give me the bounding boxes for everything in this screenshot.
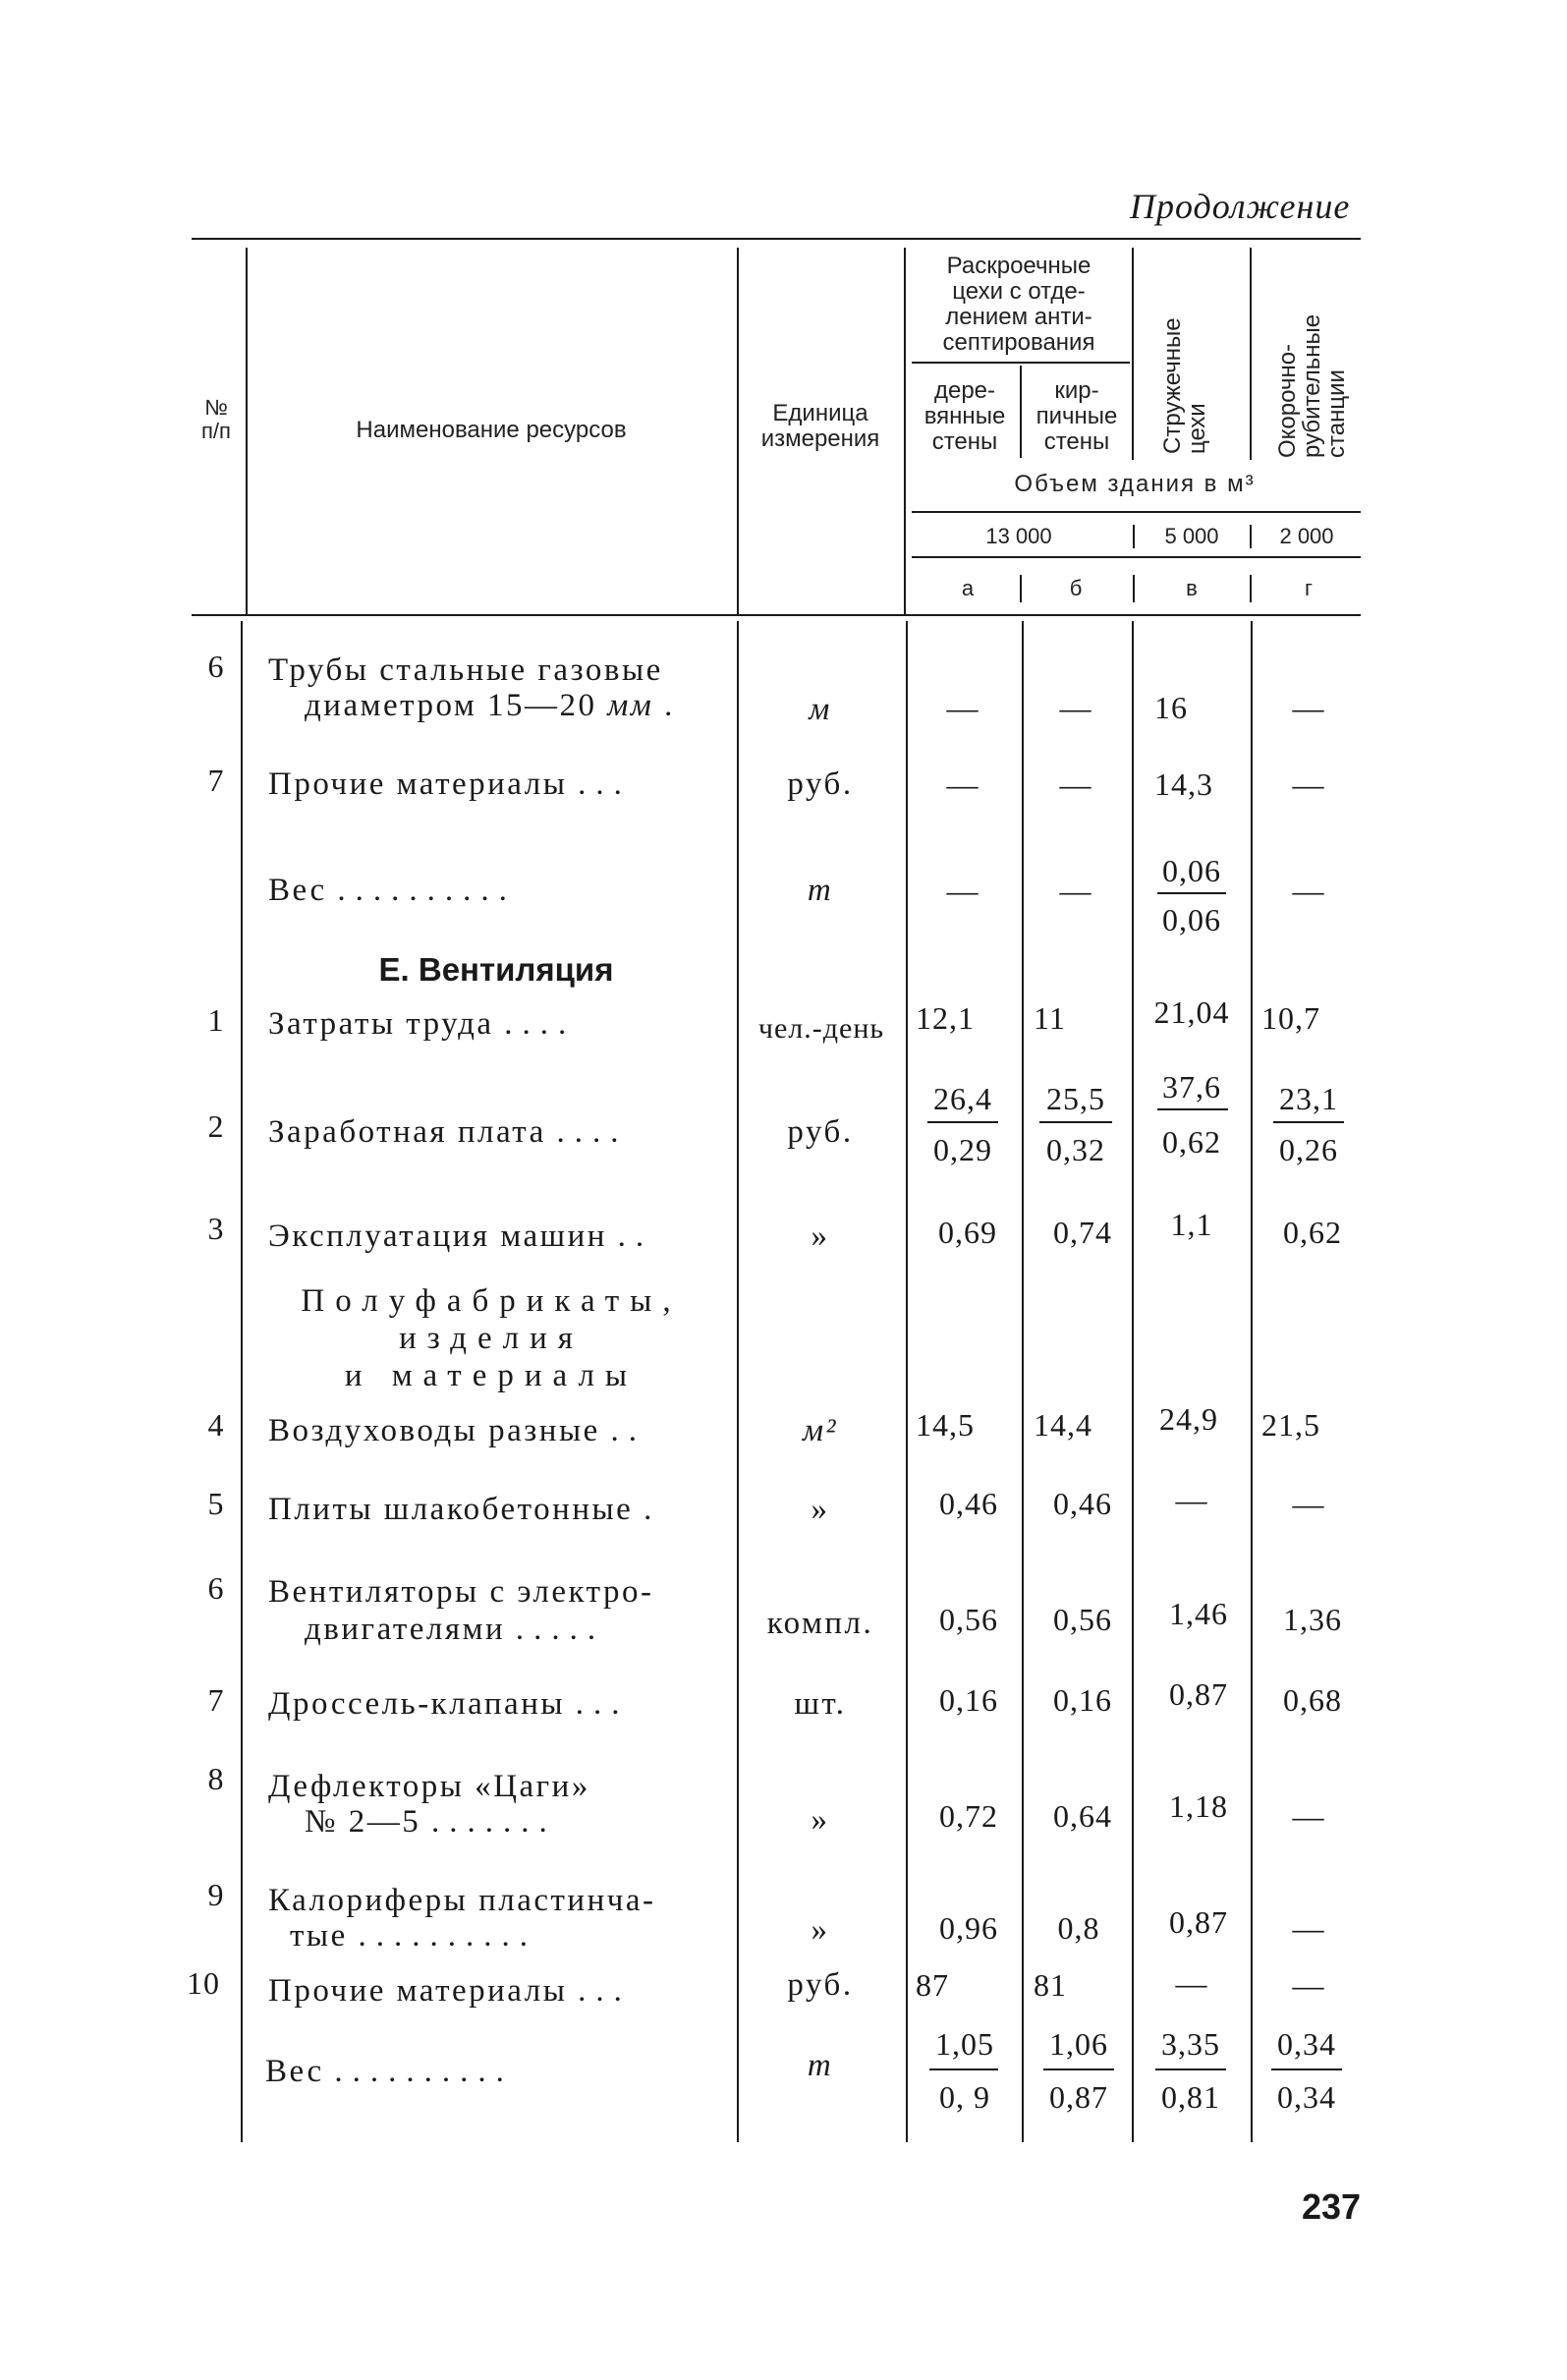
row-name-text: Дроссель-клапаны <box>268 1686 566 1722</box>
row-name-line2: тые .......... <box>290 1918 537 1954</box>
cell-a-top: 26,4 <box>933 1081 992 1116</box>
header-vol-v: 5 000 <box>1164 524 1219 548</box>
row-name-line2: № 2—5 ....... <box>305 1804 557 1840</box>
col-g-line2: рубительные <box>1299 313 1326 458</box>
sub-col-divider <box>1020 366 1022 458</box>
row-name: Дроссель-клапаны ... <box>268 1686 630 1722</box>
cell-a: 0,69 <box>938 1215 997 1250</box>
cell-a: — <box>946 873 979 908</box>
col-v-line2: цехи <box>1184 403 1211 454</box>
row-name: Заработная плата .... <box>268 1114 629 1150</box>
table-top-rule <box>192 238 1361 240</box>
header-letter-a: а <box>961 576 975 600</box>
fraction-line <box>929 2068 998 2070</box>
group-title-line3: лением анти- <box>945 303 1092 330</box>
row-num: 3 <box>207 1211 225 1246</box>
cell-v: 1,1 <box>1170 1207 1213 1242</box>
cell-b: 0,8 <box>1057 1910 1100 1946</box>
fraction-line <box>1157 892 1226 894</box>
row-num: 9 <box>207 1877 225 1912</box>
header-vol-g: 2 000 <box>1279 524 1334 548</box>
cell-a-top: 1,05 <box>935 2026 994 2062</box>
cell-v-top: 37,6 <box>1162 1069 1221 1105</box>
row-name-text: Прочие материалы <box>268 766 568 802</box>
cell-b: 81 <box>1034 1967 1067 2003</box>
cell-g: 21,5 <box>1261 1407 1320 1443</box>
row-name-text: № 2—5 <box>305 1804 421 1840</box>
row-name: Прочие материалы ... <box>268 1973 632 2009</box>
sub-a-line3: стены <box>931 427 998 455</box>
cell-b-bottom: 0,87 <box>1049 2079 1108 2115</box>
cell-g: 0,68 <box>1283 1682 1342 1718</box>
row-name: Затраты труда .... <box>268 1006 577 1042</box>
subsection-line1: Полуфабрикаты, <box>301 1283 682 1319</box>
cell-b: 0,56 <box>1053 1602 1112 1637</box>
cell-a: 12,1 <box>916 1000 975 1036</box>
cell-g: 10,7 <box>1261 1000 1320 1036</box>
cell-a: 14,5 <box>916 1407 975 1443</box>
cell-a-bottom: 0, 9 <box>939 2079 990 2115</box>
cell-g-top: 0,34 <box>1277 2026 1336 2062</box>
header-volume: Объем здания в м³ <box>1014 471 1256 497</box>
fraction-line <box>927 1121 998 1123</box>
cell-g-bottom: 0,26 <box>1279 1132 1338 1167</box>
row-name-text: тые <box>290 1918 348 1954</box>
row-unit: » <box>811 1802 830 1838</box>
row-name-text: Вес <box>265 2054 324 2089</box>
cell-v: 14,3 <box>1154 766 1213 802</box>
group-title-line2: цехи с отде- <box>952 277 1086 305</box>
row-name-text: двигателями <box>305 1612 506 1647</box>
row-num: 7 <box>207 763 225 798</box>
header-sub-b <box>1036 378 1118 455</box>
row-name: Прочие материалы ... <box>268 766 632 802</box>
col-v-line1: Стружечные <box>1159 317 1186 454</box>
cell-b-bottom: 0,32 <box>1046 1132 1105 1167</box>
header-group-title <box>943 254 1095 356</box>
cell-b: — <box>1059 766 1092 802</box>
cell-g-top: 23,1 <box>1279 1081 1338 1116</box>
row-num: 7 <box>207 1682 225 1718</box>
header-letter-v: в <box>1186 576 1198 600</box>
row-unit: руб. <box>787 1967 854 2003</box>
cell-a: 0,16 <box>939 1682 998 1718</box>
cell-g-bottom: 0,34 <box>1277 2079 1336 2115</box>
header-letter-g: г <box>1304 576 1314 600</box>
row-unit: чел.-день <box>757 1012 885 1045</box>
cell-a: 87 <box>916 1967 949 2003</box>
cell-g: — <box>1292 1486 1325 1521</box>
cell-a-bottom: 0,29 <box>933 1132 992 1167</box>
cell-b: 0,74 <box>1053 1215 1112 1250</box>
row-unit: м <box>809 692 832 727</box>
header-unit-line2: измерения <box>760 425 880 452</box>
row-num: 5 <box>207 1486 225 1521</box>
cell-v-top: 0,06 <box>1162 853 1221 888</box>
row-name: Плиты шлакобетонные . <box>268 1492 662 1527</box>
cell-b-top: 25,5 <box>1046 1081 1105 1116</box>
cell-v: — <box>1175 1482 1208 1517</box>
body-v-divider <box>1251 621 1253 2142</box>
sub-b-line3: стены <box>1043 427 1110 455</box>
row-unit: т <box>807 2048 834 2083</box>
group-divider <box>1132 248 1134 460</box>
row-name: Вес .......... <box>268 873 517 908</box>
cell-v: — <box>1175 1965 1208 2001</box>
header-unit-line1: Единица <box>772 400 868 426</box>
header-sub-a <box>924 378 1006 455</box>
cell-v: 16 <box>1154 690 1188 725</box>
header-vol-ab: 13 000 <box>985 524 1052 548</box>
row-unit: » <box>811 1218 830 1254</box>
row-name-unit: мм <box>607 688 654 723</box>
header-name: Наименование ресурсов <box>356 417 627 443</box>
fraction-line <box>1157 1108 1228 1110</box>
name-col-divider <box>737 248 739 614</box>
group-title-line1: Раскроечные <box>946 253 1091 279</box>
continuation-label: Продолжение <box>1130 187 1351 226</box>
row-name-line2: двигателями ..... <box>305 1612 606 1647</box>
body-num-divider <box>241 621 243 2142</box>
cell-g: 0,62 <box>1283 1215 1342 1250</box>
header-col-g <box>1275 254 1358 458</box>
cell-a: — <box>946 766 979 802</box>
cell-g: 1,36 <box>1283 1602 1342 1637</box>
cell-b-top: 1,06 <box>1049 2026 1108 2062</box>
section-title: Е. Вентиляция <box>378 951 614 988</box>
row-name-line1: Калориферы пластинча- <box>268 1883 656 1918</box>
col-g-line3: станции <box>1323 369 1351 458</box>
row-name-text: Воздуховоды разные <box>268 1413 600 1448</box>
subsection-line3: и материалы <box>344 1357 639 1393</box>
sub-b-line1: кир- <box>1054 377 1099 404</box>
header-col-v <box>1160 277 1223 454</box>
cell-g: — <box>1292 1798 1325 1834</box>
cell-v: 24,9 <box>1159 1401 1218 1437</box>
body-a-divider <box>1022 621 1024 2142</box>
cell-b: — <box>1059 690 1092 725</box>
row-name-text: диаметром 15—20 <box>305 688 597 723</box>
row-name-text: Затраты труда <box>268 1006 494 1042</box>
cell-v: 21,04 <box>1153 994 1230 1030</box>
volume-bottom-rule <box>912 556 1361 558</box>
row-name-text: Прочие материалы <box>268 1973 568 2009</box>
row-name-line2: диаметром 15—20 мм . <box>305 688 673 723</box>
group-title-line4: септирования <box>942 328 1095 356</box>
row-name-line1: Дефлекторы «Цаги» <box>268 1769 590 1804</box>
vol-divider-2 <box>1250 525 1252 548</box>
row-name: Вес .......... <box>265 2054 514 2089</box>
fraction-line <box>1039 1121 1112 1123</box>
header-num <box>201 396 231 443</box>
header-bottom-rule <box>192 614 1361 616</box>
row-unit: » <box>811 1912 830 1948</box>
volume-top-rule <box>912 511 1361 513</box>
row-name-line1: Вентиляторы с электро- <box>268 1574 654 1610</box>
fraction-line <box>1155 2068 1226 2070</box>
row-name-text: Вес <box>268 873 327 908</box>
row-num: 1 <box>207 1002 225 1038</box>
row-name-text: Плиты шлакобетонные <box>268 1492 634 1527</box>
num-col-divider <box>246 248 248 614</box>
vol-divider-1 <box>1133 525 1135 548</box>
body-unit-divider <box>906 621 908 2142</box>
header-letter-b: б <box>1069 576 1083 600</box>
cell-a: 0,72 <box>939 1798 998 1834</box>
row-unit: » <box>811 1492 830 1527</box>
row-num: 6 <box>207 649 225 684</box>
row-name-line1: Трубы стальные газовые <box>268 652 663 688</box>
cell-b: 11 <box>1034 1000 1066 1036</box>
row-unit: м² <box>803 1413 838 1448</box>
unit-col-divider <box>904 248 906 614</box>
fraction-line <box>1271 2068 1342 2070</box>
row-num: 8 <box>207 1761 225 1796</box>
col-g-line1: Окорочно- <box>1274 343 1301 458</box>
cell-a: 0,56 <box>939 1602 998 1637</box>
letter-divider-1 <box>1020 575 1022 602</box>
header-num-line1: № <box>204 395 228 420</box>
cell-b: 14,4 <box>1034 1407 1092 1443</box>
cell-b: 0,64 <box>1053 1798 1112 1834</box>
cell-g: — <box>1292 690 1325 725</box>
cell-b: 0,16 <box>1053 1682 1112 1718</box>
subsection-line2: изделия <box>399 1320 584 1356</box>
row-num: 4 <box>207 1407 225 1443</box>
fraction-line <box>1273 1121 1344 1123</box>
stru-divider <box>1250 248 1252 460</box>
letter-divider-2 <box>1133 575 1135 602</box>
row-unit: компл. <box>766 1606 874 1641</box>
subsection-title <box>301 1283 681 1395</box>
cell-v: 1,46 <box>1169 1596 1228 1631</box>
cell-a: — <box>946 690 979 725</box>
cell-g: — <box>1292 766 1325 802</box>
letter-divider-3 <box>1250 575 1252 602</box>
cell-g: — <box>1292 1967 1325 2003</box>
row-name: Эксплуатация машин .. <box>268 1218 654 1254</box>
sub-b-line2: пичные <box>1035 402 1118 429</box>
sub-a-line2: вянные <box>923 402 1006 429</box>
cell-a: 0,46 <box>939 1486 998 1521</box>
row-name-text: Заработная плата <box>268 1114 546 1150</box>
cell-g: — <box>1292 873 1325 908</box>
row-num: 6 <box>207 1570 225 1606</box>
fraction-line <box>1043 2068 1114 2070</box>
cell-v: 0,87 <box>1169 1676 1228 1712</box>
cell-v-top: 3,35 <box>1161 2026 1220 2062</box>
body-b-divider <box>1132 621 1134 2142</box>
header-num-line2: п/п <box>201 418 231 443</box>
row-unit: руб. <box>787 766 854 802</box>
group-title-rule <box>912 362 1130 364</box>
sub-a-line1: дере- <box>933 377 996 404</box>
row-unit: руб. <box>787 1114 854 1150</box>
row-name: Воздуховоды разные .. <box>268 1413 647 1448</box>
row-unit: т <box>807 873 834 908</box>
cell-v-bottom: 0,62 <box>1162 1124 1221 1160</box>
page-number: 237 <box>1302 2186 1362 2227</box>
cell-v-bottom: 0,81 <box>1161 2079 1220 2115</box>
cell-a: 0,96 <box>939 1910 998 1946</box>
row-unit: шт. <box>794 1686 847 1722</box>
row-num: 10 <box>187 1965 220 2001</box>
body-name-divider <box>737 621 739 2142</box>
cell-b: 0,46 <box>1053 1486 1112 1521</box>
row-num: 2 <box>207 1108 225 1144</box>
cell-b: — <box>1059 873 1092 908</box>
cell-v-bottom: 0,06 <box>1162 902 1221 937</box>
header-unit <box>761 401 880 452</box>
row-name-text: Эксплуатация машин <box>268 1218 607 1254</box>
cell-g: — <box>1292 1910 1325 1946</box>
cell-v: 1,18 <box>1169 1788 1228 1824</box>
cell-v: 0,87 <box>1169 1904 1228 1940</box>
